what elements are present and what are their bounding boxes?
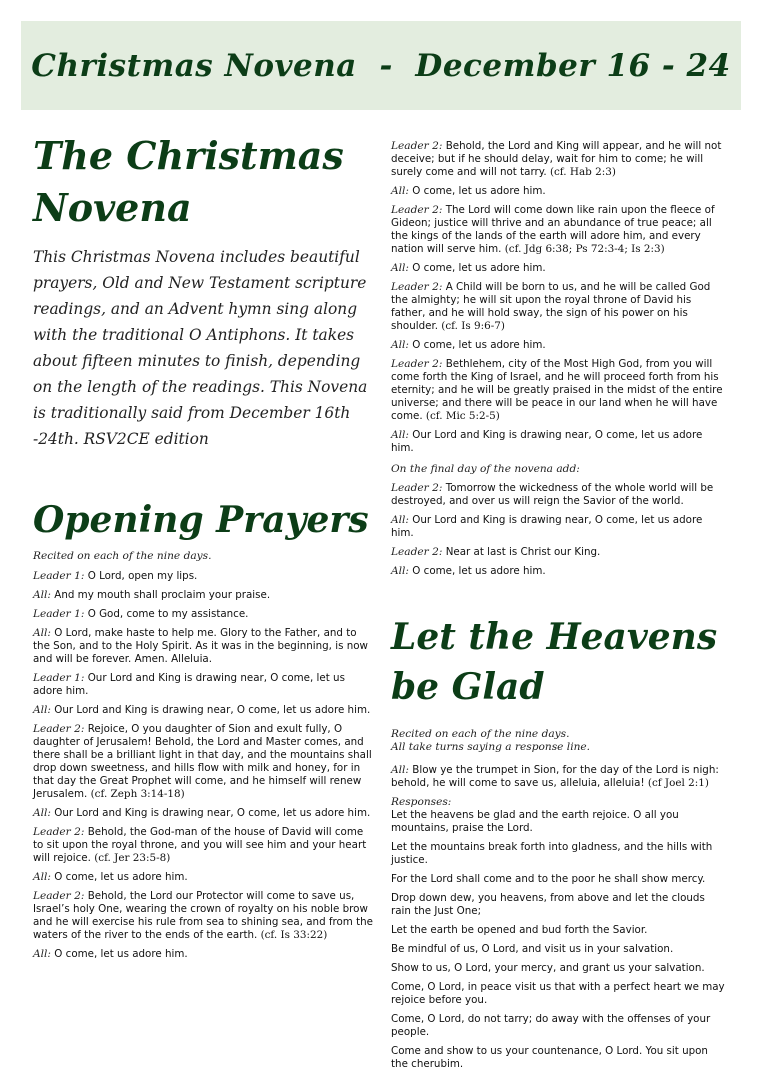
page-title: [33, 130, 373, 234]
heavens-note-line-2: All take turns saying a response line.: [391, 741, 591, 753]
response-line: Let the mountains break forth into gladness, and the hills with justice.: [391, 841, 713, 866]
prayer-line: Leader 2: Bethlehem, city of the Most High God, from you will come forth the King of Israel, and he will proceed forth from his eternity; and he will be greatly praised in the midst of the entire universe; and there will be peace in our land when he will have come. (cf. Mic 5:2-5): [391, 358, 723, 422]
heavens-title: [391, 612, 726, 712]
prayer-line: All: O come, let us adore him.: [33, 948, 188, 960]
banner-title: Christmas Novena - December 16 - 24: [31, 47, 731, 84]
prayer-line: All: O come, let us adore him.: [391, 262, 546, 274]
heavens-note-line-1: Recited on each of the nine days.: [391, 728, 570, 740]
prayer-line: All: Our Lord and King is drawing near, O come, let us adore him.: [33, 704, 371, 716]
opening-note: Recited on each of the nine days.: [33, 550, 212, 562]
prayer-line: Leader 2: Behold, the God-man of the house of David will come to sit upon the royal throne, and you will see him and your heart will rejoice. (cf. Jer 23:5-8): [33, 826, 367, 864]
prayer-line: All: O come, let us adore him.: [391, 185, 546, 197]
heavens-lines: [391, 728, 726, 1071]
response-line: Let the heavens be glad and the earth rejoice. O all you mountains, praise the Lord.: [391, 809, 679, 834]
page-title-line-1: The Christmas: [33, 133, 344, 178]
response-line: Come, O Lord, do not tarry; do away with the offenses of your people.: [391, 1013, 711, 1038]
opening-prayers-title: Opening Prayers: [33, 499, 369, 541]
page-title-line-2: Novena: [33, 185, 192, 230]
heavens-title-line-2: be Glad: [391, 666, 545, 708]
response-line: Let the earth be opened and bud forth the Savior.: [391, 924, 648, 936]
prayer-line: Leader 1: O Lord, open my lips.: [33, 570, 198, 582]
left-column: [33, 130, 373, 967]
prayer-line: All: Blow ye the trumpet in Sion, for the day of the Lord is nigh: behold, he will come to save us, alleluia, alleluia! (cf Joel 2:1): [391, 764, 719, 789]
prayer-line: Leader 2: Rejoice, O you daughter of Sion and exult fully, O daughter of Jerusalem! Behold, the Lord and Master comes, and there shall be a brilliant light in that day, and the mountains shall drop down sweetness, and hills flow with milk and honey, for in that day the Great Prophet will come, and he himself will renew Jerusalem. (cf. Zeph 3:14-18): [33, 723, 372, 800]
continued-prayer-lines: [391, 140, 726, 578]
prayer-line: Leader 2: Tomorrow the wickedness of the whole world will be destroyed, and over us will reign the Savior of the world.: [391, 482, 714, 507]
prayer-line: Leader 2: Behold, the Lord our Protector will come to save us, Israel’s holy One, wearing the crown of royalty on his noble brow and he will exercise his rule from sea to shining sea, and from the waters of the river to the ends of the earth. (cf. Is 33:22): [33, 890, 374, 941]
prayer-line: All: O come, let us adore him.: [391, 565, 546, 577]
prayer-line: Leader 1: O God, come to my assistance.: [33, 608, 249, 620]
final-day-note: On the final day of the novena add:: [391, 463, 580, 475]
responses-label: Responses:: [391, 796, 452, 808]
response-line: Drop down dew, you heavens, from above and let the clouds rain the Just One;: [391, 892, 705, 917]
header-banner: [21, 21, 741, 110]
prayer-line: All: O Lord, make haste to help me. Glory to the Father, and to the Son, and to the Holy Spirit. As it was in the beginning, is now and will be forever. Amen. Alleluia.: [33, 627, 368, 665]
prayer-line: All: O come, let us adore him.: [391, 339, 546, 351]
prayer-line: All: Our Lord and King is drawing near, O come, let us adore him.: [33, 807, 371, 819]
response-line: For the Lord shall come and to the poor he shall show mercy.: [391, 873, 706, 885]
prayer-line: All: Our Lord and King is drawing near, O come, let us adore him.: [391, 514, 703, 539]
prayer-line: Leader 2: Behold, the Lord and King will appear, and he will not deceive; but if he should delay, wait for him to come; he will surely come and will not tarry. (cf. Hab 2:3): [391, 140, 722, 178]
response-line: Come and show to us your countenance, O Lord. You sit upon the cherubim.: [391, 1045, 708, 1070]
opening-prayers-lines: [33, 550, 373, 961]
prayer-line: All: O come, let us adore him.: [33, 871, 188, 883]
intro-paragraph: This Christmas Novena includes beautiful prayers, Old and New Testament scripture readings, and an Advent hymn sing along with the traditional O Antiphons. It takes about fifteen minutes to finish, depending on the length of the readings. This Novena is traditionally said from December 16th -24th. RSV2CE edition: [33, 248, 368, 448]
prayer-line: Leader 1: Our Lord and King is drawing near, O come, let us adore him.: [33, 672, 345, 697]
prayer-line: All: Our Lord and King is drawing near, O come, let us adore him.: [391, 429, 703, 454]
prayer-line: Leader 2: A Child will be born to us, and he will be called God the almighty; he will sit upon the royal throne of David his father, and he will hold sway, the sign of his power on his shoulder. (cf. Is 9:6-7): [391, 281, 711, 332]
prayer-line: Leader 2: The Lord will come down like rain upon the fleece of Gideon; justice will thrive and an abundance of true peace; all the kings of the lands of the earth will adore him, and every nation will serve him. (cf. Jdg 6:38; Ps 72:3-4; Is 2:3): [391, 204, 715, 255]
response-line: Be mindful of us, O Lord, and visit us in your salvation.: [391, 943, 674, 955]
prayer-line: All: And my mouth shall proclaim your praise.: [33, 589, 271, 601]
response-line: Show to us, O Lord, your mercy, and grant us your salvation.: [391, 962, 705, 974]
right-column: [391, 140, 726, 1077]
prayer-line: Leader 2: Near at last is Christ our King.: [391, 546, 601, 558]
response-line: Come, O Lord, in peace visit us that with a perfect heart we may rejoice before you.: [391, 981, 725, 1006]
heavens-note: [391, 728, 726, 754]
heavens-title-line-1: Let the Heavens: [391, 616, 718, 658]
